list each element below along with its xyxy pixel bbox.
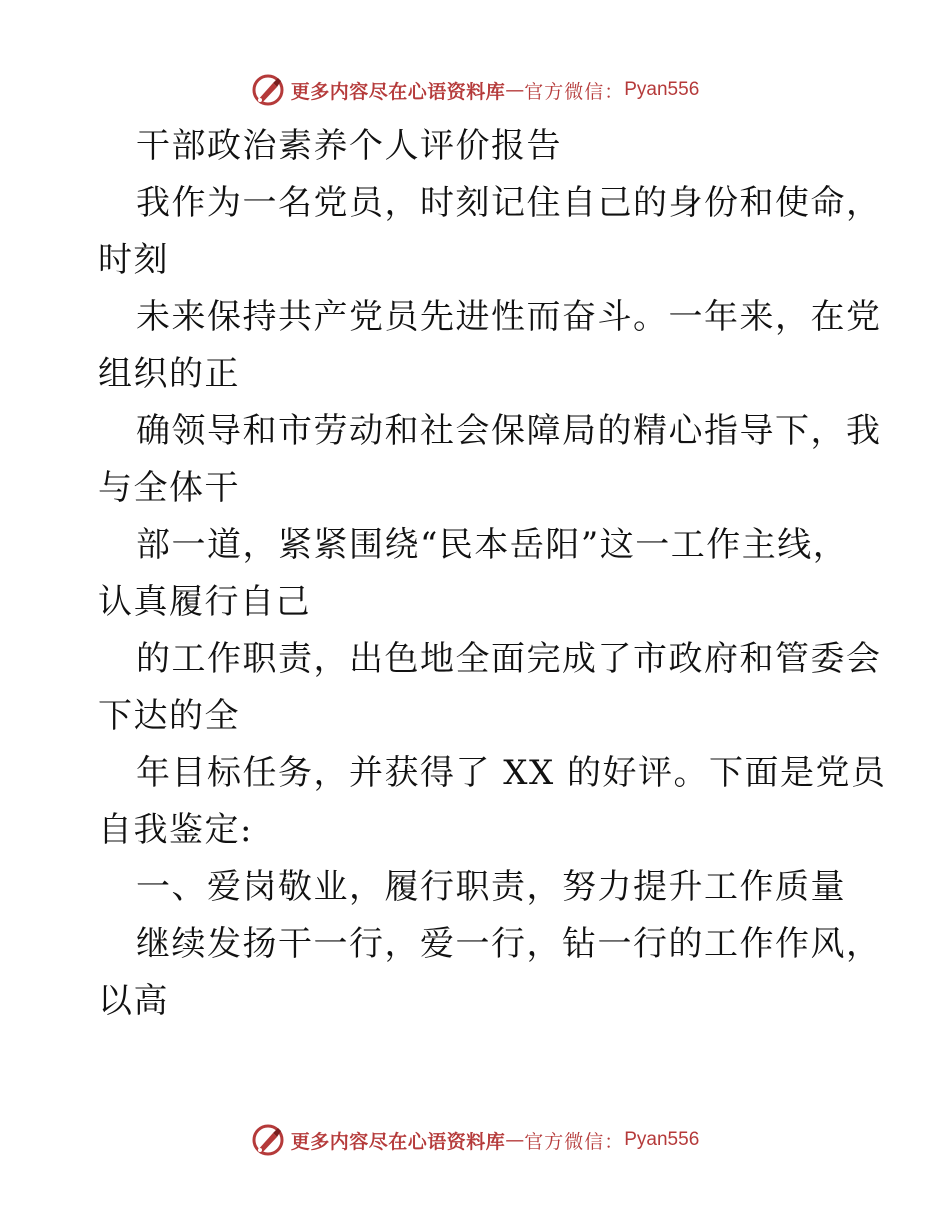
document-body [98,118,887,1030]
document-title: 干部政治素养个人评价报告 [136,126,562,166]
footer-banner [0,1120,950,1160]
banner-dash: — [505,1129,525,1151]
banner-dash: — [505,79,525,101]
banner-site-name: 更多内容尽在心语资料库 [290,80,506,103]
pen-logo-icon [251,1123,285,1157]
text-line: 我作为一名党员，时刻记住自己的身份和使命， [136,183,882,223]
banner-wechat-label: 官方微信： [524,1130,625,1153]
text-line: 下达的全 [98,696,240,736]
text-line: 与全体干 [98,468,240,508]
section-heading: 一、爱岗敬业，履行职责，努力提升工作质量 [136,867,846,907]
text-line: 认真履行自己 [98,582,311,622]
header-banner [0,70,950,110]
text-line: 继续发扬干一行，爱一行，钻一行的工作作风， [136,924,882,964]
banner-site-name: 更多内容尽在心语资料库 [290,1130,506,1153]
text-line: 以高 [98,981,169,1021]
banner-wechat-label: 官方微信： [524,80,625,103]
pen-logo-icon [251,73,285,107]
text-line: 年目标任务，并获得了 XX 的好评。下面是党员 [136,753,887,793]
text-line: 部一道，紧紧围绕“民本岳阳”这一工作主线， [136,525,849,565]
text-line: 组织的正 [98,354,240,394]
text-line: 未来保持共产党员先进性而奋斗。一年来，在党 [136,297,882,337]
text-line: 的工作职责，出色地全面完成了市政府和管委会 [136,639,882,679]
banner-wechat-id: Pyan556 [624,79,700,100]
text-line: 自我鉴定: [98,810,253,850]
banner-wechat-id: Pyan556 [624,1129,700,1150]
text-line: 确领导和市劳动和社会保障局的精心指导下，我 [136,411,882,451]
text-line: 时刻 [98,240,169,280]
